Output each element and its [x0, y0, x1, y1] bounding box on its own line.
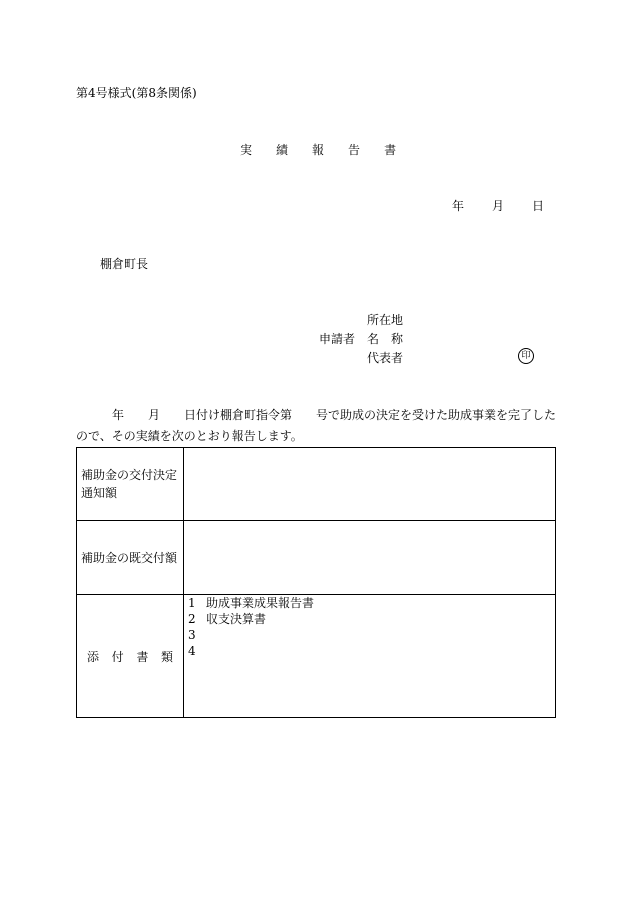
seal-mark: 印	[518, 348, 534, 364]
table-row	[77, 521, 556, 595]
list-item-number: 2	[188, 612, 196, 626]
document-title	[240, 141, 396, 158]
applicant-label: 申請者	[319, 332, 356, 346]
body-line-2: ので、その実績を次のとおり報告します。	[76, 429, 303, 443]
recipient: 棚倉町長	[100, 257, 149, 271]
grant-paid-amount-value	[184, 521, 556, 595]
list-item	[188, 595, 551, 611]
list-item	[188, 627, 551, 643]
table-row	[77, 595, 556, 718]
title-char: 報	[312, 143, 325, 157]
list-item-number: 4	[188, 644, 196, 658]
attachments-label-char: 添	[87, 649, 100, 664]
list-item	[188, 611, 551, 627]
grant-decision-amount-label: 補助金の交付決定通知額	[77, 448, 184, 521]
list-item	[188, 643, 551, 659]
table-row	[77, 448, 556, 521]
date-month: 月	[492, 199, 505, 213]
list-item-number: 3	[188, 628, 196, 642]
applicant-address-label: 所在地	[367, 313, 404, 327]
list-item-text: 助成事業成果報告書	[206, 596, 315, 610]
form-number: 第4号様式(第8条関係)	[76, 86, 197, 100]
grant-decision-amount-value	[184, 448, 556, 521]
attachments-list	[184, 595, 556, 718]
date-day: 日	[532, 199, 545, 213]
attachments-label	[77, 595, 184, 718]
date-year: 年	[452, 199, 465, 213]
attachments-label-char: 書	[136, 649, 149, 664]
body-text	[76, 405, 561, 447]
title-char: 書	[384, 143, 397, 157]
date-line	[452, 197, 544, 214]
list-item-number: 1	[188, 596, 196, 610]
attachments-label-char: 付	[111, 649, 124, 664]
title-char: 告	[348, 143, 361, 157]
title-char: 績	[276, 143, 289, 157]
report-table	[76, 447, 556, 718]
list-item-text: 収支決算書	[206, 612, 267, 626]
attachments-label-char: 類	[160, 649, 173, 664]
applicant-name-label: 名 称	[367, 332, 404, 346]
title-char: 実	[240, 143, 253, 157]
body-line-1: 年 月 日付け棚倉町指令第 号で助成の決定を受けた助成事業を完了した	[76, 408, 557, 422]
applicant-representative-label: 代表者	[367, 351, 404, 365]
grant-paid-amount-label: 補助金の既交付額	[77, 521, 184, 595]
